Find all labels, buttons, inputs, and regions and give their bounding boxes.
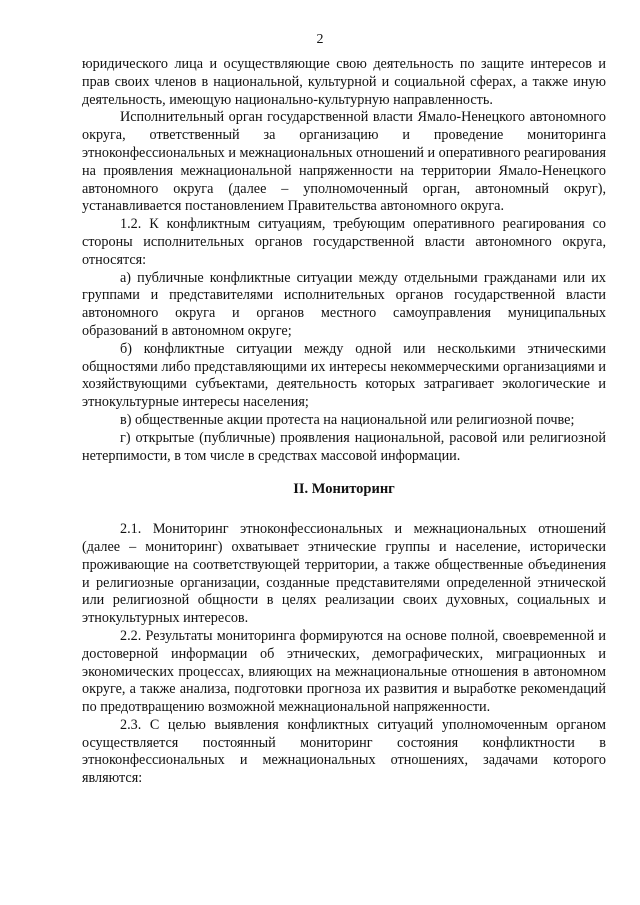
- page-number: 2: [316, 32, 324, 47]
- paragraph-2-2: 2.2. Результаты мониторинга формируются на основе полной, своевременной и достоверной информации об этнических, демографических, миграционных и экономических процессах, влияющих на межнациональные отношения в автономном округе, а также анализа, подготовки прогноза их развития и выработке рекомендаций по предотвращению возможной межнациональной напряженности.: [82, 627, 606, 716]
- paragraph-1-2: 1.2. К конфликтным ситуациям, требующим оперативного реагирования со стороны исполнительных органов государственной власти автономного округа, относятся:: [82, 216, 606, 268]
- list-item-b: б) конфликтные ситуации между одной или несколькими этническими общностями либо представляющими их интересы некоммерческими организациями и хозяйствующими субъектами, деятельность которых затрагивает экологические и этнокультурные интересы населения;: [82, 340, 606, 411]
- paragraph-2-3: 2.3. С целью выявления конфликтных ситуаций уполномоченным органом осуществляется постоянный мониторинг состояния конфликтности в этноконфессиональных и межнациональных отношениях, задачами которого являются:: [82, 716, 606, 787]
- paragraph-2-1: 2.1. Мониторинг этноконфессиональных и межнациональных отношений (далее – мониторинг) охватывает этнические группы и население, исторически проживающие на соответствующей территории, а также общественные объединения и религиозные организации, созданные представителями определенной этнической или религиозной общности в целях реализации своих духовных, социальных и этнокультурных интересов.: [82, 521, 606, 627]
- paragraph-continuation: юридического лица и осуществляющие свою деятельность по защите интересов и прав своих членов в национальной, культурной и социальной сферах, а также иную деятельность, имеющую национально-культурную направленность.: [82, 56, 606, 108]
- paragraph-authorized-body: Исполнительный орган государственной власти Ямало-Ненецкого автономного округа, ответственный за организацию и проведение мониторинга этноконфессиональных и межнациональных отношений и оперативного реагирования на проявления межнациональной напряженности на территории Ямало-Ненецкого автономного округа (далее – уполномоченный орган, автономный округ), устанавливается постановлением Правительства автономного округа.: [82, 109, 606, 215]
- document-body: [82, 56, 606, 788]
- section-heading: II. Мониторинг: [293, 481, 395, 498]
- list-item-g: г) открытые (публичные) проявления национальной, расовой или религиозной нетерпимости, в том числе в средствах массовой информации.: [82, 429, 606, 464]
- list-item-a: а) публичные конфликтные ситуации между отдельными гражданами или их группами и представителями исполнительных органов государственной власти автономного округа и органов местного самоуправления муниципальных образований в автономном округе;: [82, 269, 606, 339]
- list-item-v: в) общественные акции протеста на национальной или религиозной почве;: [120, 411, 575, 428]
